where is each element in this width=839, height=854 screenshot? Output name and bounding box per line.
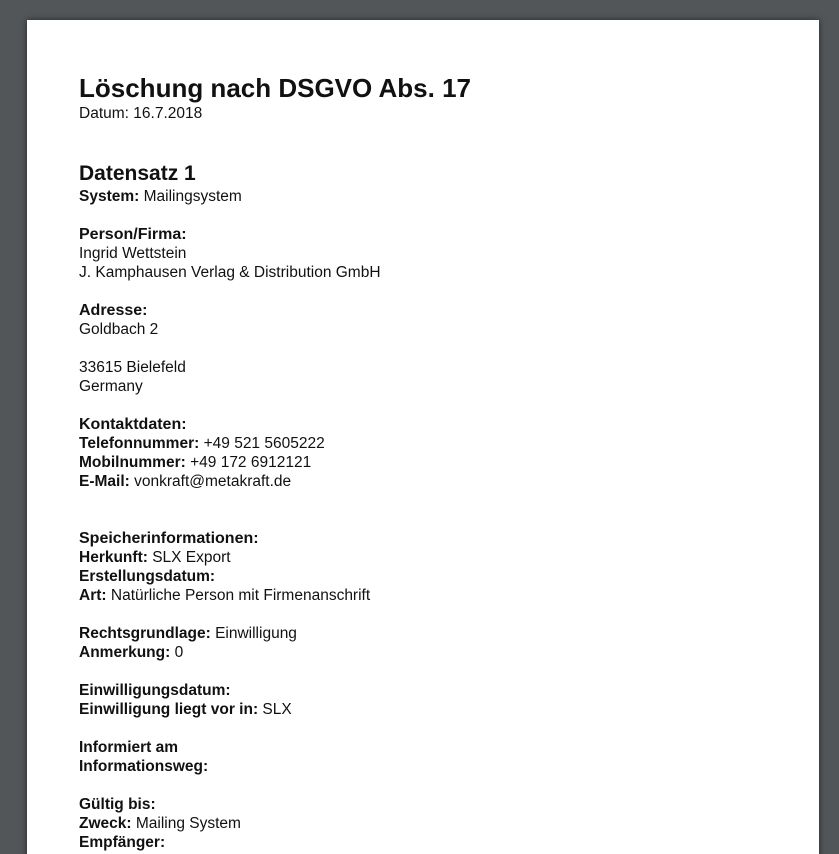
info-way-label: Informationsweg:: [79, 758, 209, 775]
company-name: J. Kamphausen Verlag & Distribution GmbH: [79, 264, 381, 281]
email-label: E-Mail:: [79, 473, 130, 490]
address-city: 33615 Bielefeld: [79, 359, 186, 376]
document-date: [79, 104, 779, 123]
date-label: Datum:: [79, 105, 129, 122]
email-line: [79, 472, 779, 491]
legal-line: [79, 624, 779, 643]
record-title: Datensatz 1: [79, 162, 196, 185]
type-value: Natürliche Person mit Firmenanschrift: [110, 587, 371, 604]
note-line: [79, 643, 779, 662]
address-country: Germany: [79, 378, 143, 395]
recipient-line: [79, 833, 779, 852]
type-label: Art:: [79, 587, 107, 604]
origin-label: Herkunft:: [79, 549, 148, 566]
date-value: 16.7.2018: [133, 105, 203, 122]
consent-date-line: [79, 681, 779, 700]
document-content: [79, 72, 779, 852]
consent-in-label: Einwilligung liegt vor in:: [79, 701, 259, 718]
mobile-label: Mobilnummer:: [79, 454, 186, 471]
consent-date-label: Einwilligungsdatum:: [79, 682, 231, 699]
legal-value: Einwilligung: [215, 625, 297, 642]
note-value: 0: [174, 644, 184, 661]
purpose-label: Zweck:: [79, 815, 132, 832]
phone-label: Telefonnummer:: [79, 435, 200, 452]
informed-line: [79, 738, 779, 757]
valid-line: [79, 795, 779, 814]
purpose-line: [79, 814, 779, 833]
mobile-line: [79, 453, 779, 472]
person-heading: Person/Firma:: [79, 226, 187, 243]
storage-heading: Speicherinformationen:: [79, 530, 259, 547]
valid-label: Gültig bis:: [79, 796, 156, 813]
person-name: Ingrid Wettstein: [79, 245, 187, 262]
address-street: Goldbach 2: [79, 321, 159, 338]
mobile-value: +49 172 6912121: [190, 454, 312, 471]
system-label: System:: [79, 188, 140, 205]
email-value: vonkraft@metakraft.de: [134, 473, 292, 490]
address-heading: Adresse:: [79, 302, 148, 319]
informed-label: Informiert am: [79, 739, 179, 756]
phone-value: +49 521 5605222: [203, 435, 325, 452]
origin-line: [79, 548, 779, 567]
created-line: [79, 567, 779, 586]
legal-label: Rechtsgrundlage:: [79, 625, 211, 642]
document-title: Löschung nach DSGVO Abs. 17: [79, 73, 471, 103]
document-page: [27, 20, 819, 854]
system-value: Mailingsystem: [143, 188, 242, 205]
system-line: [79, 187, 779, 206]
info-way-line: [79, 757, 779, 776]
contact-heading: Kontaktdaten:: [79, 416, 187, 433]
note-label: Anmerkung:: [79, 644, 171, 661]
consent-in-value: SLX: [262, 701, 292, 718]
created-label: Erstellungsdatum:: [79, 568, 216, 585]
recipient-label: Empfänger:: [79, 834, 166, 851]
origin-value: SLX Export: [152, 549, 231, 566]
consent-in-line: [79, 700, 779, 719]
purpose-value: Mailing System: [135, 815, 241, 832]
phone-line: [79, 434, 779, 453]
type-line: [79, 586, 779, 605]
